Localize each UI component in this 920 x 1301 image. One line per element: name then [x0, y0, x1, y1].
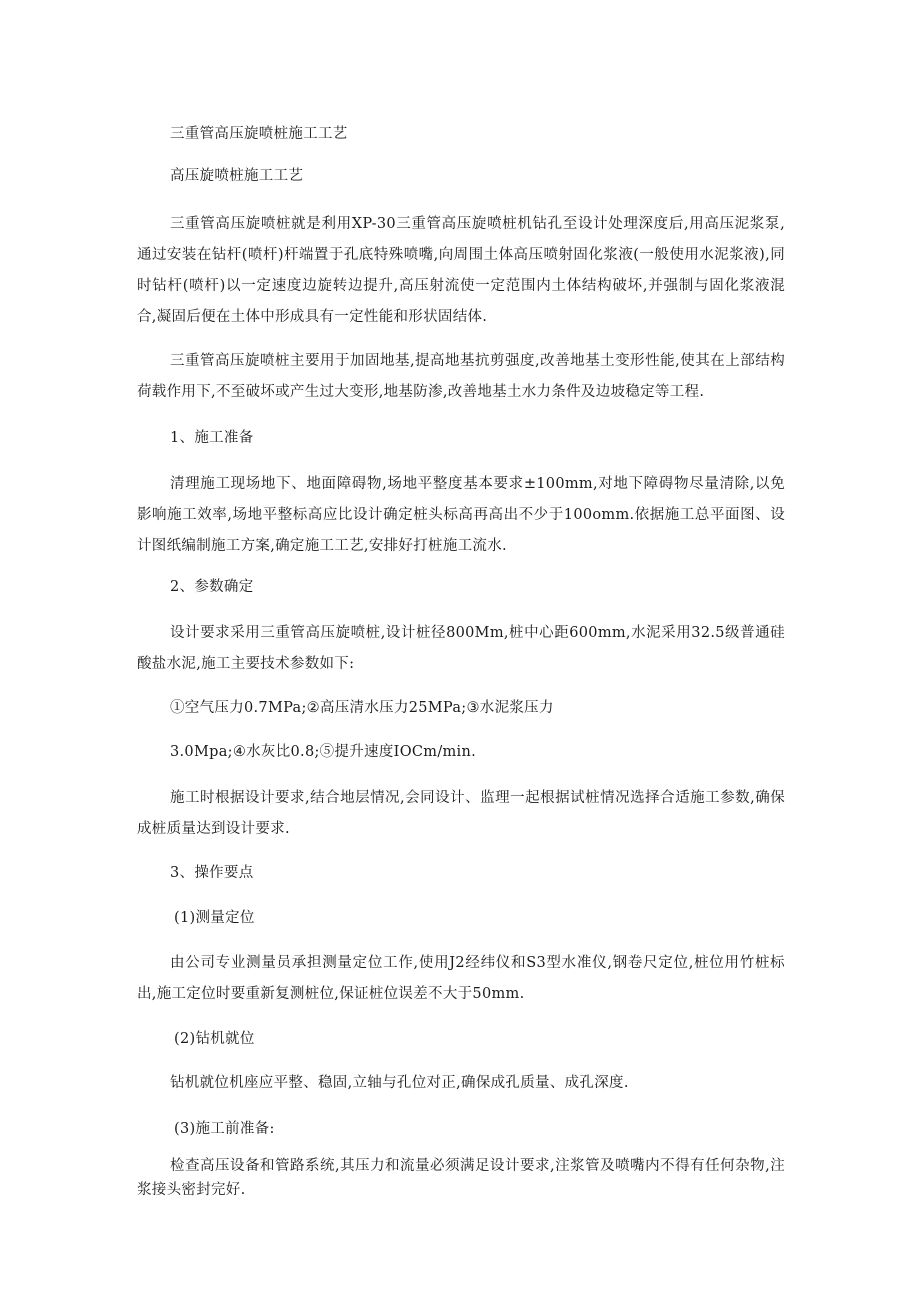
heading-operation-points: 3、操作要点: [170, 865, 254, 881]
heading-preparation: 1、施工准备: [170, 430, 254, 446]
paragraph-rig-positioning: 钻机就位机座应平整、稳固,立轴与孔位对正,确保成孔质量、成孔深度.: [170, 1075, 629, 1091]
parameter-line-1: ①空气压力0.7MPa;②高压清水压力25MPa;③水泥浆压力: [170, 700, 554, 716]
paragraph-intro: 三重管高压旋喷桩就是利用XP-30三重管高压旋喷桩机钻孔至设计处理深度后,用高压泥浆泵,通过安装在钻杆(喷杆)杆端置于孔底特殊喷嘴,向周围土体高压喷射固化浆液(一般使用水泥浆液),同时钻杆(喷杆)以一定速度边旋转边提升,高压射流使一定范围内土体结构破坏,并强制与固化浆液混合,凝固后便在土体中形成具有一定性能和形状固结体.: [137, 216, 785, 325]
paragraph-adjust: 施工时根据设计要求,结合地层情况,会同设计、监理一起根据试桩情况选择合适施工参数,确保成桩质量达到设计要求.: [137, 790, 785, 837]
paragraph-measurement: 由公司专业测量员承担测量定位工作,使用J2经纬仪和S3型水准仪,钢卷尺定位,桩位用竹桩标出,施工定位时要重新复测桩位,保证桩位误差不大于50mm.: [137, 955, 785, 1002]
paragraph-usage: 三重管高压旋喷桩主要用于加固地基,提高地基抗剪强度,改善地基土变形性能,使其在上部结构荷载作用下,不至破坏或产生过大变形,地基防渗,改善地基土水力条件及边坡稳定等工程.: [137, 353, 785, 400]
paragraph-preparation: 清理施工现场地下、地面障碍物,场地平整度基本要求±100mm,对地下障碍物尽量清除,以免影响施工效率,场地平整标高应比设计确定桩头标高再高出不少于100omm.依据施工总平面图、设计图纸编制施工方案,确定施工工艺,安排好打桩施工流水.: [137, 476, 785, 554]
document-title: 三重管高压旋喷桩施工工艺: [170, 126, 348, 142]
subheading-rig-positioning: (2)钻机就位: [174, 1031, 255, 1047]
subheading-measurement: (1)测量定位: [174, 910, 255, 926]
parameter-line-2: 3.0Mpa;④水灰比0.8;⑤提升速度IOCm/min.: [170, 744, 477, 760]
document-subtitle: 高压旋喷桩施工工艺: [170, 168, 304, 184]
subheading-pre-construction: (3)施工前准备:: [174, 1121, 275, 1137]
paragraph-equipment-check: 检查高压设备和管路系统,其压力和流量必须满足设计要求,注浆管及喷嘴内不得有任何杂物,注浆接头密封完好.: [137, 1158, 785, 1198]
paragraph-parameters: 设计要求采用三重管高压旋喷桩,设计桩径800Mm,桩中心距600mm,水泥采用32.5级普通硅酸盐水泥,施工主要技术参数如下:: [137, 625, 785, 672]
heading-parameters: 2、参数确定: [170, 579, 254, 595]
